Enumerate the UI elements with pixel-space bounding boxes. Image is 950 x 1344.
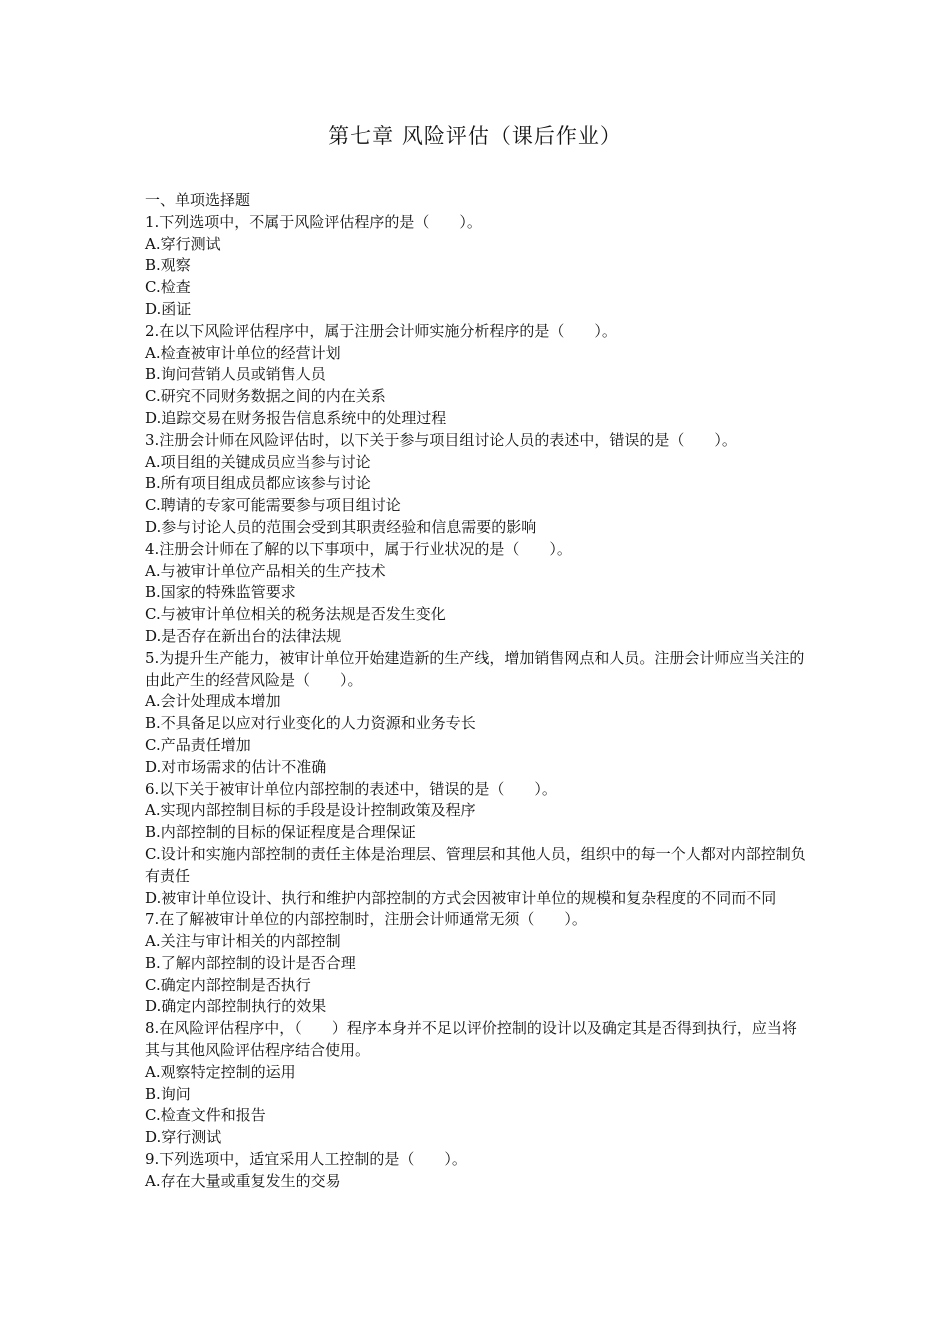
option-b: B.所有项目组成员都应该参与讨论 xyxy=(145,474,371,493)
option-a: A.会计处理成本增加 xyxy=(145,692,281,711)
question-stem: 3.注册会计师在风险评估时，以下关于参与项目组讨论人员的表述中，错误的是（ ）。 xyxy=(145,430,737,449)
option-b: B.询问 xyxy=(145,1084,191,1103)
question-stem: 9.下列选项中，适宜采用人工控制的是（ ）。 xyxy=(145,1150,467,1169)
option-a: A.实现内部控制目标的手段是设计控制政策及程序 xyxy=(145,801,476,820)
option-c: C.确定内部控制是否执行 xyxy=(145,975,311,994)
option-c: C.检查 xyxy=(145,278,191,297)
option-d: D.是否存在新出台的法律法规 xyxy=(145,626,342,645)
option-c: C.研究不同财务数据之间的内在关系 xyxy=(145,387,386,406)
option-b: B.询问营销人员或销售人员 xyxy=(145,365,326,384)
option-d: D.被审计单位设计、执行和维护内部控制的方式会因被审计单位的规模和复杂程度的不同而不同 xyxy=(145,888,777,907)
option-b: B.内部控制的目标的保证程度是合理保证 xyxy=(145,823,416,842)
option-d: D.函证 xyxy=(145,299,192,318)
question-stem: 5.为提升生产能力，被审计单位开始建造新的生产线，增加销售网点和人员。注册会计师应当关注的由此产生的经营风险是（ ）。 xyxy=(145,648,805,689)
option-a: A.检查被审计单位的经营计划 xyxy=(145,343,341,362)
option-c: C.聘请的专家可能需要参与项目组讨论 xyxy=(145,496,401,515)
option-b: B.了解内部控制的设计是否合理 xyxy=(145,953,356,972)
question-stem: 2.在以下风险评估程序中，属于注册会计师实施分析程序的是（ ）。 xyxy=(145,321,617,340)
question-1 xyxy=(145,212,810,321)
option-a: A.穿行测试 xyxy=(145,234,221,253)
option-c: C.检查文件和报告 xyxy=(145,1106,266,1125)
question-stem: 8.在风险评估程序中，（ ）程序本身并不足以评价控制的设计以及确定其是否得到执行，应当将其与其他风险评估程序结合使用。 xyxy=(145,1019,797,1060)
question-stem: 1.下列选项中，不属于风险评估程序的是（ ）。 xyxy=(145,212,482,231)
question-5 xyxy=(145,648,810,779)
question-stem: 7.在了解被审计单位的内部控制时，注册会计师通常无须（ ）。 xyxy=(145,910,587,929)
question-9 xyxy=(145,1149,810,1193)
document-body xyxy=(145,190,810,1193)
option-a: A.存在大量或重复发生的交易 xyxy=(145,1171,341,1190)
option-a: A.观察特定控制的运用 xyxy=(145,1062,296,1081)
option-d: D.参与讨论人员的范围会受到其职责经验和信息需要的影响 xyxy=(145,517,537,536)
option-a: A.与被审计单位产品相关的生产技术 xyxy=(145,561,386,580)
question-stem: 4.注册会计师在了解的以下事项中，属于行业状况的是（ ）。 xyxy=(145,539,572,558)
option-a: A.项目组的关键成员应当参与讨论 xyxy=(145,452,371,471)
question-3 xyxy=(145,430,810,539)
option-c: C.产品责任增加 xyxy=(145,735,251,754)
option-d: D.追踪交易在财务报告信息系统中的处理过程 xyxy=(145,408,447,427)
question-8 xyxy=(145,1018,810,1149)
question-6 xyxy=(145,779,810,910)
option-d: D.穿行测试 xyxy=(145,1128,222,1147)
question-7 xyxy=(145,909,810,1018)
option-b: B.不具备足以应对行业变化的人力资源和业务专长 xyxy=(145,714,476,733)
section-heading: 一、单项选择题 xyxy=(145,191,251,209)
option-c: C.与被审计单位相关的税务法规是否发生变化 xyxy=(145,605,446,624)
option-a: A.关注与审计相关的内部控制 xyxy=(145,932,341,951)
option-d: D.确定内部控制执行的效果 xyxy=(145,997,327,1016)
option-b: B.国家的特殊监管要求 xyxy=(145,583,296,602)
option-d: D.对市场需求的估计不准确 xyxy=(145,757,327,776)
option-c: C.设计和实施内部控制的责任主体是治理层、管理层和其他人员，组织中的每一个人都对内部控制负有责任 xyxy=(145,844,806,885)
option-b: B.观察 xyxy=(145,256,191,275)
page-title: 第七章 风险评估（课后作业） xyxy=(328,124,622,148)
question-2 xyxy=(145,321,810,430)
question-4 xyxy=(145,539,810,648)
question-stem: 6.以下关于被审计单位内部控制的表述中，错误的是（ ）。 xyxy=(145,779,557,798)
